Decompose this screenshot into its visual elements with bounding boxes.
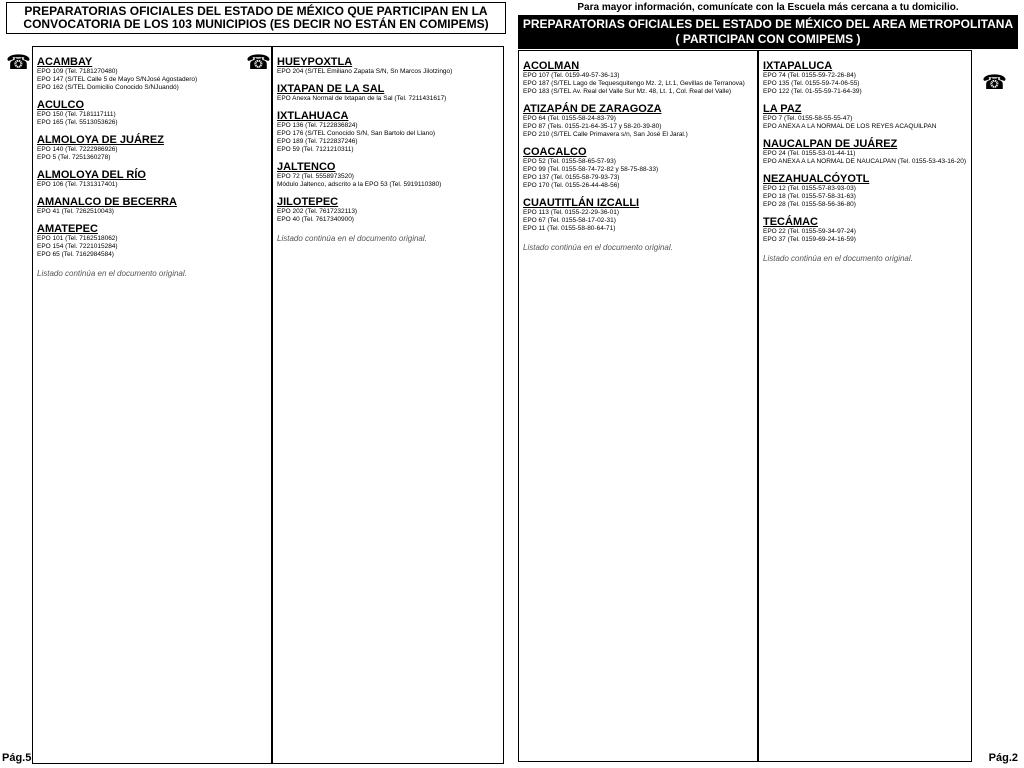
- school-entry: EPO 122 (Tel. 01-55-59-71-64-39): [763, 88, 862, 95]
- school-entry: EPO 101 (Tel. 7162518062): [37, 235, 118, 242]
- school-entry: EPO 18 (Tel. 0155-57-58-31-63): [763, 193, 856, 200]
- municipality-heading: HUEYPOXTLA: [277, 56, 353, 68]
- school-entry: EPO 12 (Tel. 0155-57-83-93-03): [763, 185, 856, 192]
- school-entry: EPO 162 (S/TEL Domicilio Conocido S/NJuandó): [37, 84, 179, 91]
- municipality-heading: IXTAPAN DE LA SAL: [277, 83, 385, 95]
- school-entry: EPO 176 (S/TEL Conocido S/N, San Bartolo del Llano): [277, 130, 436, 137]
- municipality-heading: LA PAZ: [763, 103, 802, 115]
- school-entry: EPO 135 (Tel. 0155-59-74-06-55): [763, 80, 860, 87]
- left-title: PREPARATORIAS OFICIALES DEL ESTADO DE MÉXICO QUE PARTICIPAN EN LA CONVOCATORIA DE LOS 103 MUNICIPIOS (ES DECIR NO ESTÁN EN COMIPEMS): [6, 2, 506, 34]
- school-entry: EPO 204 (S/TEL Emiliano Zapata S/N, Sn Marcos Jilotzingo): [277, 68, 453, 75]
- municipality-heading: ACAMBAY: [37, 56, 93, 68]
- school-entry: EPO 99 (Tel. 0155-58-74-72-82 y 58-75-88-33): [523, 166, 659, 173]
- school-entry: EPO 136 (Tel. 7122836824): [277, 122, 358, 129]
- phone-icon: ☎: [6, 52, 31, 74]
- phone-icon: ☎: [982, 72, 1007, 94]
- school-entry: EPO 165 (Tel. 5513053626): [37, 119, 118, 126]
- school-entry: EPO Anexa Normal de Ixtapan de la Sal (Tel. 7211431617): [277, 95, 447, 102]
- school-entry: EPO 72 (Tel. 5558973520): [277, 173, 354, 180]
- municipality-heading: NEZAHUALCÓYOTL: [763, 173, 870, 185]
- municipality-heading: JILOTEPEC: [277, 196, 339, 208]
- school-entry: EPO 150 (Tel. 7181117111): [37, 111, 116, 118]
- right-column-1: [518, 50, 758, 762]
- right-page: [512, 0, 1024, 768]
- school-entry: EPO 7 (Tel. 0155-58-55-55-47): [763, 115, 853, 122]
- school-entry: EPO 137 (Tel. 0155-58-79-93-73): [523, 174, 620, 181]
- continuation-note: Listado continúa en el documento original.: [37, 269, 187, 278]
- school-entry: EPO 65 (Tel. 7162984584): [37, 251, 114, 258]
- school-entry: EPO 187 (S/TEL Lago de Tequesquitengo Mz. 2, Lt.1, Gevillas de Terranova): [523, 80, 745, 87]
- municipality-heading: ACULCO: [37, 99, 85, 111]
- municipality-heading: AMATEPEC: [37, 223, 98, 235]
- school-entry: EPO 74 (Tel. 0155-59-72-26-84): [763, 72, 856, 79]
- school-entry: EPO 28 (Tel. 0155-58-56-36-80): [763, 201, 856, 208]
- school-entry: EPO 106 (Tel. 7131317401): [37, 181, 118, 188]
- continuation-note: Listado continúa en el documento original.: [523, 243, 673, 252]
- school-entry: EPO 11 (Tel. 0155-58-80-64-71): [523, 225, 616, 232]
- school-entry: EPO 52 (Tel. 0155-58-65-57-93): [523, 158, 616, 165]
- left-column-1: [32, 46, 272, 764]
- phone-icon: ☎: [246, 52, 271, 74]
- school-entry: EPO 87 (Tels. 0155-21-64-35-17 y 58-20-39-80): [523, 123, 662, 130]
- municipality-heading: TECÁMAC: [763, 216, 818, 228]
- school-entry: EPO 22 (Tel. 0155-59-34-97-24): [763, 228, 856, 235]
- municipality-heading: ATIZAPÁN DE ZARAGOZA: [523, 103, 662, 115]
- municipality-heading: IXTLAHUACA: [277, 110, 349, 122]
- continuation-note: Listado continúa en el documento original.: [763, 254, 913, 263]
- school-entry: Módulo Jaltenco, adscrito a la EPO 53 (Tel. 5919110380): [277, 181, 442, 188]
- info-banner: Para mayor información, comunícate con la Escuela más cercana a tu domicilio.: [577, 2, 959, 13]
- school-entry: EPO 40 (Tel. 7617340900): [277, 216, 354, 223]
- school-entry: EPO 107 (Tel. 0159-49-57-36-13): [523, 72, 620, 79]
- school-entry: EPO 59 (Tel. 7121210311): [277, 146, 354, 153]
- municipality-heading: COACALCO: [523, 146, 587, 158]
- school-entry: EPO 147 (S/TEL Calle 5 de Mayo S/NJosé Agostadero): [37, 76, 198, 83]
- school-entry: EPO 24 (Tel. 0155-53-01-44-11): [763, 150, 856, 157]
- municipality-heading: ALMOLOYA DEL RÍO: [37, 169, 146, 181]
- school-entry: EPO 140 (Tel. 7222986926): [37, 146, 118, 153]
- page-number: Pág.2: [988, 752, 1018, 764]
- school-entry: EPO 210 (S/TEL Calle Primavera s/n, San José El Jaral.): [523, 131, 688, 138]
- left-column-2: [272, 46, 504, 764]
- school-entry: EPO ANEXA A LA NORMAL DE NAUCALPAN (Tel. 0155-53-43-16-20): [763, 158, 967, 165]
- school-entry: EPO 67 (Tel. 0155-58-17-02-31): [523, 217, 616, 224]
- school-entry: EPO 5 (Tel. 7251360278): [37, 154, 111, 161]
- school-entry: EPO 183 (S/TEL Av. Real del Valle Sur Mz. 48, Lt. 1, Col. Real del Valle): [523, 88, 732, 95]
- right-column-2: [758, 50, 972, 762]
- right-title: PREPARATORIAS OFICIALES DEL ESTADO DE MÉXICO DEL AREA METROPOLITANA ( PARTICIPAN CON COMIPEMS ): [518, 15, 1018, 49]
- school-entry: EPO 37 (Tel. 0159-69-24-16-59): [763, 236, 856, 243]
- school-entry: EPO 202 (Tel. 7617232113): [277, 208, 358, 215]
- school-entry: EPO 154 (Tel. 7221015284): [37, 243, 118, 250]
- municipality-heading: ALMOLOYA DE JUÁREZ: [37, 134, 164, 146]
- municipality-heading: IXTAPALUCA: [763, 60, 833, 72]
- school-entry: EPO 113 (Tel. 0155-22-29-36-01): [523, 209, 619, 216]
- school-entry: EPO 170 (Tel. 0155-26-44-48-56): [523, 182, 620, 189]
- municipality-heading: AMANALCO DE BECERRA: [37, 196, 177, 208]
- school-entry: EPO 189 (Tel. 7122837246): [277, 138, 358, 145]
- school-entry: EPO 64 (Tel. 0155-58-24-83-79): [523, 115, 616, 122]
- page-number: Pág.5: [2, 752, 32, 764]
- school-entry: EPO 41 (Tel. 7262510043): [37, 208, 114, 215]
- municipality-heading: CUAUTITLÁN IZCALLI: [523, 197, 640, 209]
- continuation-note: Listado continúa en el documento original.: [277, 234, 427, 243]
- municipality-heading: ACOLMAN: [523, 60, 580, 72]
- school-entry: EPO 109 (Tel. 7181270480): [37, 68, 118, 75]
- school-entry: EPO ANEXA A LA NORMAL DE LOS REYES ACAQUILPAN: [763, 123, 937, 130]
- municipality-heading: JALTENCO: [277, 161, 336, 173]
- municipality-heading: NAUCALPAN DE JUÁREZ: [763, 138, 898, 150]
